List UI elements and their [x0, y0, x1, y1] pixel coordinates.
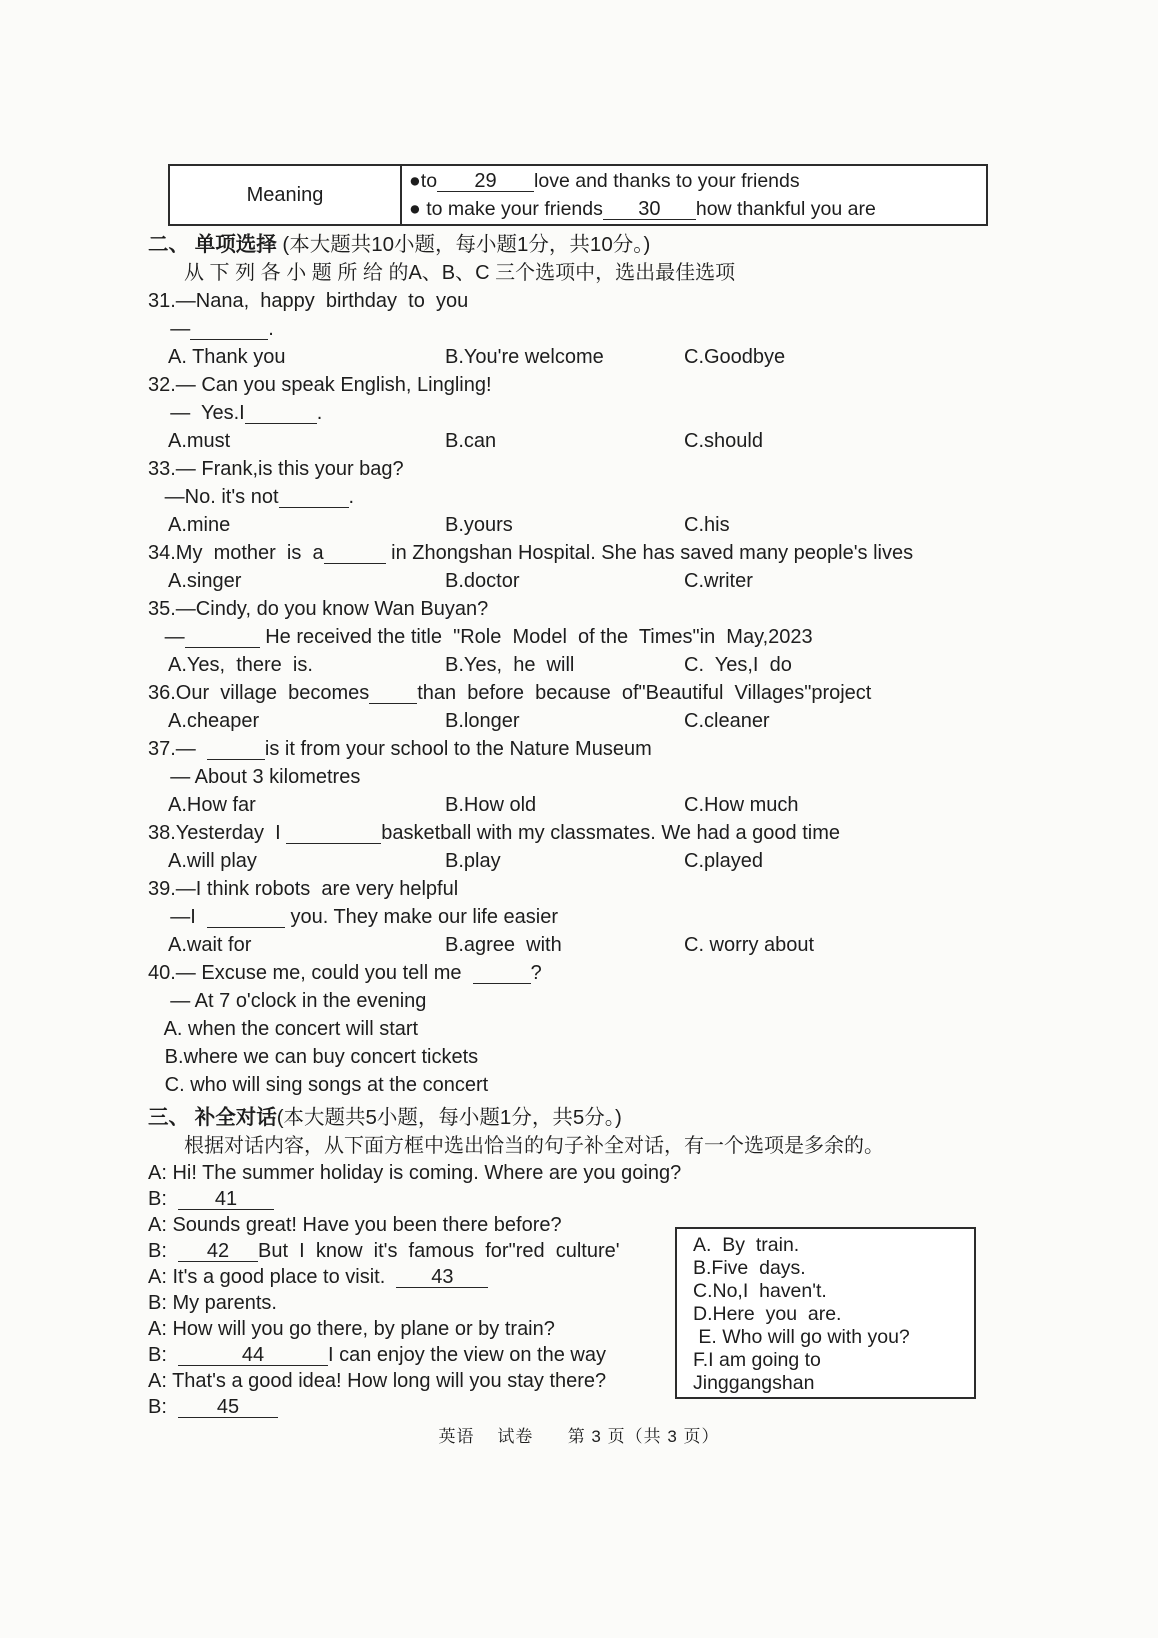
question-32 [148, 371, 1138, 455]
question-36-options [148, 707, 1138, 735]
text-run: . [348, 486, 355, 508]
blank-line [207, 907, 285, 928]
question-34-line-1 [148, 539, 1138, 567]
text-run: A: It's a good place to visit. [148, 1266, 397, 1288]
text-run: B: [148, 1240, 179, 1262]
question-36-option-b: B.longer [445, 710, 520, 732]
dialogue-line-6 [148, 1290, 1138, 1316]
text-run: basketball with my classmates. We had a good time [381, 822, 840, 844]
text-run: 39.—I think robots are very helpful [148, 878, 459, 900]
question-40 [148, 959, 1138, 1099]
text-run: — Yes.I [148, 402, 245, 424]
question-38-option-c: C.played [684, 850, 763, 872]
section2-heading [148, 231, 1138, 259]
question-37-option-a: A.How far [168, 794, 256, 816]
question-37-line-2 [148, 763, 1138, 791]
blank-45: 45 [178, 1397, 278, 1418]
text-run: you. They make our life easier [284, 906, 559, 928]
box-option-line-2 [693, 1257, 968, 1280]
question-36-option-c: C.cleaner [684, 710, 770, 732]
text-run: C.No,I haven't. [693, 1280, 827, 1302]
text-run: 38.Yesterday I [148, 822, 287, 844]
question-33-line-1 [148, 455, 1138, 483]
text-run: ●to [409, 170, 438, 192]
question-34-option-c: C.writer [684, 570, 753, 592]
question-35-option-a: A.Yes, there is. [168, 654, 313, 676]
text-run: — About 3 kilometres [148, 766, 361, 788]
question-33-option-a: A.mine [168, 514, 231, 536]
question-32-option-c: C.should [684, 430, 763, 452]
blank-line [245, 403, 317, 424]
blank-line [279, 487, 349, 508]
dialogue-line-3 [148, 1212, 1138, 1238]
text-run: I can enjoy the view on the way [328, 1344, 606, 1366]
text-run: . [268, 318, 274, 340]
text-run: 34.My mother is a [148, 542, 324, 564]
question-39-line-1 [148, 875, 1138, 903]
question-40-option-b [148, 1043, 1138, 1071]
question-31-line-1 [148, 287, 1138, 315]
text-run: 40.— Excuse me, could you tell me [148, 962, 473, 984]
text-run: C. who will sing songs at the concert [148, 1074, 489, 1096]
question-38-option-b: B.play [445, 850, 501, 872]
box-option-line-6 [693, 1349, 968, 1372]
text-run: ? [530, 962, 542, 984]
text-run: than before because of"Beautiful Villages"project [417, 682, 872, 704]
question-38 [148, 819, 1138, 875]
text-run: 31.—Nana, happy birthday to you [148, 290, 469, 312]
question-38-options [148, 847, 1138, 875]
question-36-option-a: A.cheaper [168, 710, 260, 732]
meaning-bullet-2 [409, 195, 986, 223]
question-33-line-2 [148, 483, 1138, 511]
blank-42: 42 [178, 1241, 258, 1262]
dialogue-line-10 [148, 1394, 1138, 1420]
text-run: —No. it's not [148, 486, 279, 508]
blank-43: 43 [396, 1267, 488, 1288]
section2-instruction: 从 下 列 各 小 题 所 给 的A、B、C 三个选项中，选出最佳选项 [184, 262, 736, 284]
text-run: —I [148, 906, 207, 928]
question-31 [148, 287, 1138, 371]
question-39-option-b: B.agree with [445, 934, 562, 956]
question-36-line-1 [148, 679, 1138, 707]
question-37-option-b: B.How old [445, 794, 537, 816]
text-run: A. By train. [693, 1234, 800, 1256]
question-40-line-1 [148, 959, 1138, 987]
question-31-line-2 [148, 315, 1138, 343]
question-34 [148, 539, 1138, 595]
text-run: D.Here you are. [693, 1303, 842, 1325]
text-run: A: Hi! The summer holiday is coming. Where are you going? [148, 1162, 682, 1184]
text-run: ● to make your friends [409, 198, 603, 220]
text-run: B.where we can buy concert tickets [148, 1046, 479, 1068]
question-31-option-a: A. Thank you [168, 346, 286, 368]
dialogue-options-box [675, 1227, 976, 1399]
question-32-line-2 [148, 399, 1138, 427]
question-31-option-c: C.Goodbye [684, 346, 786, 368]
blank-30: 30 [603, 199, 696, 220]
question-38-line-1 [148, 819, 1138, 847]
blank-line [369, 683, 417, 704]
text-run: B.Five days. [693, 1257, 806, 1279]
box-option-line-4 [693, 1303, 968, 1326]
question-33-options [148, 511, 1138, 539]
multiple-choice-questions [148, 287, 1138, 1099]
text-run: A: How will you go there, by plane or by train? [148, 1318, 555, 1340]
dialogue-line-9 [148, 1368, 1138, 1394]
question-32-line-1 [148, 371, 1138, 399]
question-35-option-c: C. Yes,I do [684, 654, 792, 676]
text-run: But I know it's famous for"red culture' [258, 1240, 620, 1262]
question-37-options [148, 791, 1138, 819]
text-run: 32.— Can you speak English, Lingling! [148, 374, 492, 396]
question-33-option-c: C.his [684, 514, 730, 536]
blank-41: 41 [178, 1189, 274, 1210]
dialogue-line-8 [148, 1342, 1138, 1368]
dialogue-line-4 [148, 1238, 1138, 1264]
text-run: — [148, 318, 191, 340]
question-34-option-b: B.doctor [445, 570, 520, 592]
text-run: A. when the concert will start [148, 1018, 419, 1040]
question-36 [148, 679, 1138, 735]
text-run: B: [148, 1188, 179, 1210]
question-40-option-a [148, 1015, 1138, 1043]
text-run: how thankful you are [695, 198, 876, 220]
blank-line [185, 627, 260, 648]
section3-heading [148, 1104, 1138, 1132]
text-run: Jinggangshan [693, 1372, 815, 1394]
blank-44: 44 [178, 1345, 328, 1366]
question-40-option-c [148, 1071, 1138, 1099]
dialogue-completion [148, 1160, 1138, 1420]
text-run: B: [148, 1344, 179, 1366]
section3-heading-label: 三、 补全对话 [148, 1106, 277, 1129]
question-39-option-c: C. worry about [684, 934, 815, 956]
section2-heading-note: (本大题共10小题，每小题1分，共10分。) [276, 233, 651, 256]
blank-line [207, 739, 265, 760]
meaning-table [168, 164, 988, 226]
question-39-line-2 [148, 903, 1138, 931]
question-32-options [148, 427, 1138, 455]
box-option-line-3 [693, 1280, 968, 1303]
question-39-option-a: A.wait for [168, 934, 252, 956]
section3-heading-note: (本大题共5小题，每小题1分，共5分。) [276, 1106, 622, 1129]
text-run: 35.—Cindy, do you know Wan Buyan? [148, 598, 489, 620]
text-run: love and thanks to your friends [534, 170, 800, 192]
box-option-line-1 [693, 1234, 968, 1257]
text-run: — At 7 o'clock in the evening [148, 990, 427, 1012]
blank-29: 29 [437, 171, 534, 192]
box-option-line-5 [693, 1326, 968, 1349]
blank-line [286, 823, 381, 844]
question-38-option-a: A.will play [168, 850, 257, 872]
question-35-line-2 [148, 623, 1138, 651]
question-39-options [148, 931, 1138, 959]
question-35-line-1 [148, 595, 1138, 623]
dialogue-line-2 [148, 1186, 1138, 1212]
meaning-table-header-cell [170, 166, 402, 224]
section3-instruction: 根据对话内容，从下面方框中选出恰当的句子补全对话，有一个选项是多余的。 [184, 1135, 884, 1157]
text-run: B: My parents. [148, 1292, 277, 1314]
question-35 [148, 595, 1138, 679]
page-footer: 英语 试卷 第 3 页（共 3 页） [438, 1427, 720, 1446]
blank-line [190, 319, 268, 340]
text-run: is it from your school to the Nature Museum [264, 738, 652, 760]
question-37 [148, 735, 1138, 819]
dialogue-line-5 [148, 1264, 1138, 1290]
question-35-options [148, 651, 1138, 679]
meaning-label: Meaning [246, 183, 324, 206]
question-40-line-2 [148, 987, 1138, 1015]
question-39 [148, 875, 1138, 959]
question-34-options [148, 567, 1138, 595]
question-33-option-b: B.yours [445, 514, 513, 536]
question-35-option-b: B.Yes, he will [445, 654, 575, 676]
text-run: E. Who will go with you? [693, 1326, 910, 1348]
dialogue-line-7 [148, 1316, 1138, 1342]
text-run: F.I am going to [693, 1349, 821, 1371]
text-run: A: That's a good idea! How long will you stay there? [148, 1370, 607, 1392]
text-run: He received the title "Role Model of the Times"in May,2023 [259, 626, 813, 648]
question-32-option-a: A.must [168, 430, 231, 452]
question-37-option-c: C.How much [684, 794, 799, 816]
text-run: A: Sounds great! Have you been there before? [148, 1214, 562, 1236]
question-32-option-b: B.can [445, 430, 497, 452]
question-31-options [148, 343, 1138, 371]
section2-heading-label: 二、 单项选择 [148, 233, 277, 256]
box-option-line-7 [693, 1372, 968, 1395]
text-run: 36.Our village becomes [148, 682, 370, 704]
text-run: 37.— [148, 738, 207, 760]
question-34-option-a: A.singer [168, 570, 242, 592]
dialogue-line-1 [148, 1160, 1138, 1186]
blank-line [324, 543, 386, 564]
text-run: . [316, 402, 323, 424]
question-33 [148, 455, 1138, 539]
question-37-line-1 [148, 735, 1138, 763]
text-run: — [148, 626, 185, 648]
text-run: 33.— Frank,is this your bag? [148, 458, 404, 480]
meaning-bullet-1 [409, 167, 986, 195]
blank-line [473, 963, 531, 984]
text-run: in Zhongshan Hospital. She has saved many people's lives [385, 542, 914, 564]
text-run: B: [148, 1396, 179, 1418]
question-31-option-b: B.You're welcome [445, 346, 604, 368]
page-content [148, 0, 1138, 1420]
meaning-table-body-cell [402, 166, 986, 224]
